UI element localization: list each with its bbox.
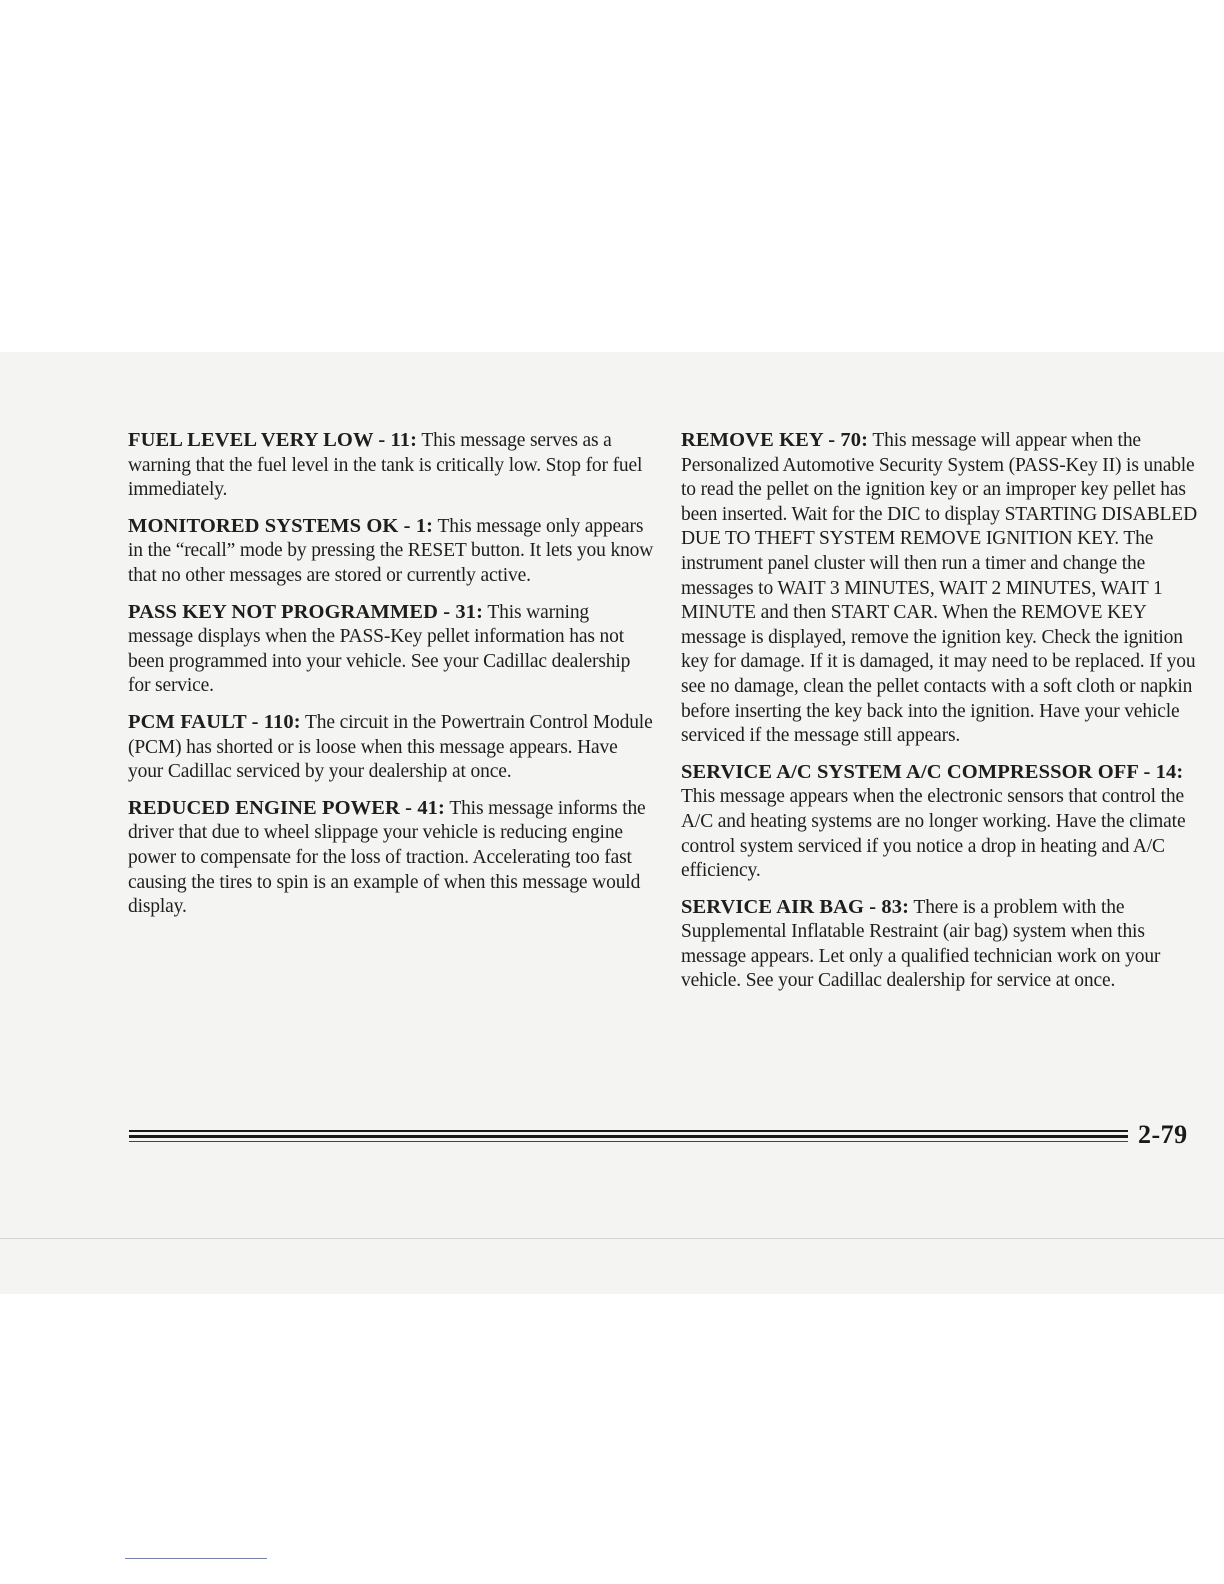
entry-body: There is a problem with the Supplemental Inflatable Restraint (air bag) system when this message appears. Let only a qualified technician work on your vehicle. See your Cadillac dealership for service at once. [681, 896, 1161, 992]
footer-underline-mark [125, 1558, 267, 1559]
right-column [681, 428, 1201, 1005]
message-entry-monitored-systems-ok [128, 514, 656, 589]
entry-heading: FUEL LEVEL VERY LOW - 11: [128, 429, 418, 451]
footer-rule-line [129, 1135, 1128, 1138]
footer-rule [129, 1126, 1128, 1148]
entry-body: This warning message displays when the PASS-Key pellet information has not been programmed into your vehicle. See your Cadillac dealership for service. [128, 601, 631, 697]
message-entry-pcm-fault [128, 710, 656, 785]
footer-rule-line [129, 1130, 1128, 1132]
entry-body: This message only appears in the “recall” mode by pressing the RESET button. It lets you know that no other messages are stored or currently active. [128, 515, 654, 586]
entry-heading: REMOVE KEY - 70: [681, 429, 869, 451]
message-entry-service-air-bag [681, 895, 1201, 994]
message-entry-remove-key [681, 428, 1201, 749]
entry-heading: REDUCED ENGINE POWER - 41: [128, 796, 445, 819]
entry-body: This message serves as a warning that the fuel level in the tank is critically low. Stop for fuel immediately. [128, 430, 643, 501]
entry-heading: PCM FAULT - 110: [128, 710, 301, 733]
entry-body: This message informs the driver that due to wheel slippage your vehicle is reducing engine power to compensate for the loss of traction. Accelerating too fast causing the tires to spin is an example of when this message would display. [128, 797, 646, 918]
entry-body: This message appears when the electronic sensors that control the A/C and heating systems are no longer working. Have the climate control system serviced if you notice a drop in heating and A/C efficiency. [681, 786, 1186, 882]
entry-heading: MONITORED SYSTEMS OK - 1: [128, 514, 434, 537]
message-entry-fuel-level-very-low [128, 428, 656, 503]
message-entry-reduced-engine-power [128, 796, 656, 920]
scan-edge-line [0, 1238, 1224, 1239]
message-entry-service-ac-system [681, 760, 1201, 884]
page-number: 2-79 [1138, 1120, 1188, 1149]
entry-heading: PASS KEY NOT PROGRAMMED - 31: [128, 600, 484, 623]
footer-rule-line [129, 1141, 1128, 1142]
left-column [128, 428, 656, 931]
message-entry-pass-key-not-programmed [128, 600, 656, 699]
entry-body: This message will appear when the Personalized Automotive Security System (PASS-Key II) is unable to read the pellet on the ignition key or an improper key pellet has been inserted. Wait for the DIC to display STARTING DISABLED DUE TO THEFT SYSTEM REMOVE IGNITION KEY. The instrument panel cluster will then run a timer and change the messages to WAIT 3 MINUTES, WAIT 2 MINUTES, WAIT 1 MINUTE and then START CAR. When the REMOVE KEY message is displayed, remove the ignition key. Check the ignition key for damage. If it is damaged, it may need to be replaced. If you see no damage, clean the pellet contacts with a soft cloth or napkin before inserting the key back into the ignition. Have your vehicle serviced if the message still appears. [681, 430, 1198, 747]
entry-body: The circuit in the Powertrain Control Module (PCM) has shorted or is loose when this message appears. Have your Cadillac serviced by your dealership at once. [128, 711, 653, 783]
entry-heading: SERVICE AIR BAG - 83: [681, 895, 910, 918]
entry-heading: SERVICE A/C SYSTEM A/C COMPRESSOR OFF - 14: [681, 760, 1184, 783]
